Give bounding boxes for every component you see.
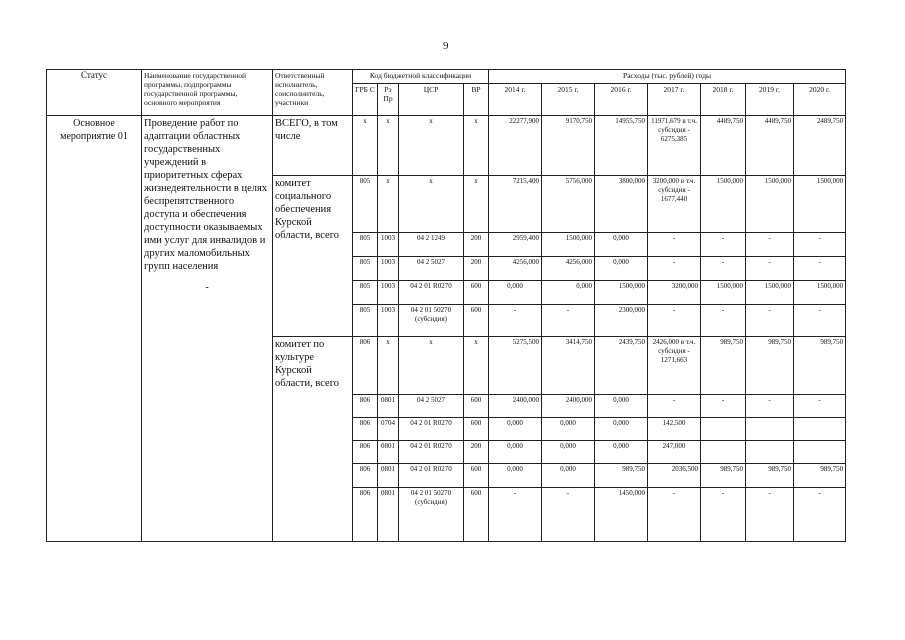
cell-value: 1500,000 [746,281,794,305]
header-expenses: Расходы (тыс. рублей) годы [489,70,846,84]
cell-value: - [489,305,542,337]
cell-csr: 04 2 01 R0270 [399,281,464,305]
cell-grbs: 805 [353,305,378,337]
header-vr: ВР [464,84,489,116]
cell-vr: 600 [464,281,489,305]
cell-rzpr: х [378,176,399,233]
cell-value: 4256,000 [542,257,595,281]
page-number: 9 [443,40,449,52]
cell-value: 2439,750 [595,337,648,395]
cell-value: - [794,488,846,542]
cell-value: - [746,233,794,257]
cell-value: 0,000 [542,464,595,488]
cell-value: 2400,000 [542,395,595,418]
cell-value: - [746,488,794,542]
header-year: 2018 г. [701,84,746,116]
cell-rzpr: 1003 [378,281,399,305]
header-year: 2014 г. [489,84,542,116]
cell-value: 11971,679 в т.ч. субсидия - 6275,385 [648,116,701,176]
cell-value: 4256,000 [489,257,542,281]
cell-value: 9170,750 [542,116,595,176]
cell-vr: 600 [464,395,489,418]
cell-value: 0,000 [542,418,595,441]
name-cell [142,116,273,542]
cell-value: - [701,305,746,337]
cell-grbs: 806 [353,441,378,464]
cell-value: 2489,750 [794,116,846,176]
cell-csr: 04 2 01 R0270 [399,418,464,441]
cell-value: 0,000 [542,441,595,464]
cell-value: - [648,488,701,542]
cell-grbs: 806 [353,418,378,441]
cell-value: 989,750 [595,464,648,488]
cell-rzpr: 1003 [378,257,399,281]
cell-value: 1450,000 [595,488,648,542]
header-year: 2020 г. [794,84,846,116]
table-row [47,116,846,176]
cell-value: - [701,395,746,418]
cell-value: 1500,000 [542,233,595,257]
header-rzpr: Рз Пр [378,84,399,116]
cell-value: - [542,305,595,337]
cell-grbs: х [353,116,378,176]
cell-value: 0,000 [595,257,648,281]
cell-value [746,418,794,441]
cell-value: 1500,000 [595,281,648,305]
cell-csr: х [399,176,464,233]
cell-value: - [746,257,794,281]
cell-value: 4489,750 [701,116,746,176]
cell-grbs: 805 [353,281,378,305]
cell-value: 0,000 [489,281,542,305]
cell-value: 989,750 [794,464,846,488]
cell-rzpr: 0801 [378,464,399,488]
cell-grbs: 806 [353,488,378,542]
cell-value: 989,750 [746,337,794,395]
cell-value: 4489,750 [746,116,794,176]
cell-csr: 04 2 01 50270 (субсидия) [399,488,464,542]
status-cell: Основное мероприятие 01 [47,116,142,542]
cell-value: 1500,000 [701,281,746,305]
cell-value: 2036,500 [648,464,701,488]
cell-value: 1500,000 [794,176,846,233]
cell-value: - [794,305,846,337]
cell-value: - [701,257,746,281]
cell-value: - [648,305,701,337]
name-mark: - [205,282,209,293]
header-budget-code: Код бюджетной классификации [353,70,489,84]
header-responsible: Ответственный исполнитель, соисполнитель, участники [273,70,353,116]
cell-value: 2300,000 [595,305,648,337]
cell-value: - [701,488,746,542]
cell-vr: 600 [464,464,489,488]
cell-rzpr: 0801 [378,488,399,542]
cell-rzpr: 0801 [378,441,399,464]
cell-value: 5275,500 [489,337,542,395]
cell-value: 3200,000 в т.ч. субсидия - 1677,440 [648,176,701,233]
cell-value: - [542,488,595,542]
cell-value: 3200,000 [648,281,701,305]
cell-value: 989,750 [746,464,794,488]
cell-value: 989,750 [701,337,746,395]
header-year: 2015 г. [542,84,595,116]
cell-vr: 600 [464,488,489,542]
header-year: 2016 г. [595,84,648,116]
header-name: Наименование государственной программы, подпрограммы государственной программы, основного мероприятия [142,70,273,116]
cell-value: 0,000 [489,418,542,441]
cell-value: 2959,400 [489,233,542,257]
cell-value: 1500,000 [746,176,794,233]
header-year: 2019 г. [746,84,794,116]
cell-value: 0,000 [595,418,648,441]
cell-value: 1500,000 [701,176,746,233]
cell-value: 0,000 [489,464,542,488]
cell-rzpr: 1003 [378,233,399,257]
cell-value: 247,000 [648,441,701,464]
cell-rzpr: 0704 [378,418,399,441]
name-text: Проведение работ по адаптации областных государственных учреждений в приоритетных сферах жизнедеятельности в целях беспрепятственного доступа и обеспечения доступности оказываемых ими услуг для инвалидов и других маломобильных групп населения [144,118,268,272]
cell-value: - [489,488,542,542]
cell-value [701,441,746,464]
cell-grbs: 805 [353,233,378,257]
cell-value: 0,000 [595,395,648,418]
cell-csr: х [399,116,464,176]
cell-rzpr: 1003 [378,305,399,337]
cell-value: 22277,900 [489,116,542,176]
cell-value: - [701,233,746,257]
cell-vr: х [464,337,489,395]
cell-rzpr: 0801 [378,395,399,418]
header-grbs: ГРБ С [353,84,378,116]
header-status: Статус [47,70,142,116]
cell-value: 3800,000 [595,176,648,233]
cell-value: 2400,000 [489,395,542,418]
cell-value [746,441,794,464]
cell-value [794,418,846,441]
cell-value: 0,000 [542,281,595,305]
cell-csr: 04 2 01 50270 (субсидия) [399,305,464,337]
cell-csr: х [399,337,464,395]
header-year: 2017 г. [648,84,701,116]
cell-vr: 200 [464,441,489,464]
cell-grbs: 806 [353,464,378,488]
cell-value: 0,000 [595,233,648,257]
cell-grbs: 806 [353,337,378,395]
cell-value: - [648,257,701,281]
budget-table [46,69,846,542]
cell-value: 7215,400 [489,176,542,233]
cell-value: 989,750 [794,337,846,395]
cell-rzpr: х [378,337,399,395]
group-social: комитет социального обеспечения Курской области, всего [273,176,353,337]
cell-value: - [794,257,846,281]
cell-grbs: 806 [353,395,378,418]
header-csr: ЦСР [399,84,464,116]
cell-rzpr: х [378,116,399,176]
cell-csr: 04 2 1249 [399,233,464,257]
cell-value: 2426,000 в т.ч. субсидия - 1271,663 [648,337,701,395]
group-total: ВСЕГО, в том числе [273,116,353,176]
cell-value: - [746,305,794,337]
cell-vr: 200 [464,257,489,281]
cell-value: 3414,750 [542,337,595,395]
cell-grbs: 805 [353,257,378,281]
cell-vr: х [464,116,489,176]
cell-value: - [648,395,701,418]
cell-csr: 04 2 5027 [399,257,464,281]
cell-value: 989,750 [701,464,746,488]
group-culture: комитет по культуре Курской области, всего [273,337,353,542]
cell-vr: 600 [464,305,489,337]
cell-csr: 04 2 01 R0270 [399,464,464,488]
cell-value: 0,000 [489,441,542,464]
cell-value: - [648,233,701,257]
cell-value [701,418,746,441]
cell-value: - [746,395,794,418]
cell-value: 14955,750 [595,116,648,176]
cell-value: 142,500 [648,418,701,441]
cell-value: 0,000 [595,441,648,464]
cell-vr: 600 [464,418,489,441]
cell-csr: 04 2 5027 [399,395,464,418]
cell-value: - [794,233,846,257]
cell-value: 1500,000 [794,281,846,305]
cell-csr: 04 2 01 R0270 [399,441,464,464]
cell-grbs: 805 [353,176,378,233]
cell-value [794,441,846,464]
cell-value: - [794,395,846,418]
cell-vr: 200 [464,233,489,257]
cell-value: 5756,000 [542,176,595,233]
cell-vr: х [464,176,489,233]
